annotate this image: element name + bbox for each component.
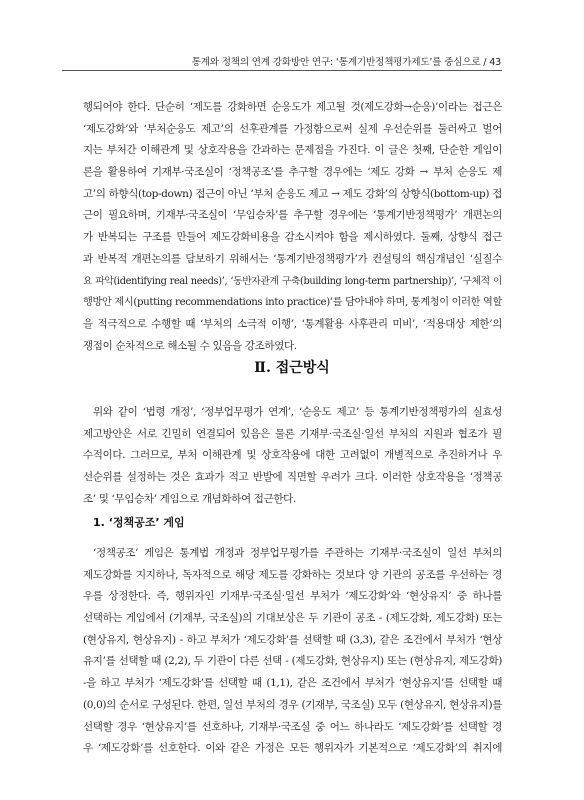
text-line: ‘제도강화’와 ‘부처순응도 제고’의 선후관계를 가정함으로써 실제 우선순위를 둘러싸고 벌어 — [83, 122, 502, 135]
text-line: 론을 활용하여 기재부·국조실이 ‘정책공조’를 추구할 경우에는 ‘제도 강화 → 부처 순응도 제 — [83, 166, 502, 179]
text-line: 제도강화를 지지하나, 독자적으로 해당 제도를 강화하는 것보다 양 기관의 공조를 우선하는 경 — [83, 568, 502, 581]
text-line: 선택할 경우 ‘현상유지’를 선호하나, 기재부·국조실 중 어느 하나라도 ‘제도강화’를 선택할 경 — [83, 720, 502, 733]
text-line: (현상유지, 현상유지) - 하고 부처가 ‘제도강화’를 선택할 때 (3,3), 같은 조건에서 부처가 ‘현상 — [83, 633, 502, 646]
text-line: (0,0)의 순서로 구성된다. 한편, 일선 부처의 경우 (기재부, 국조실) 모두 (현상유지, 현상유지)를 — [83, 698, 502, 711]
text-line: 고’의 하향식(top-down) 접근이 아닌 ‘부처 순응도 제고 → 제도 강화’의 상향식(bottom-up) 접 — [83, 187, 502, 200]
approach-paragraph — [83, 402, 502, 510]
text-line: -을 하고 부처가 ‘제도강화’를 선택할 때 (1,1), 같은 조건에서 부처가 ‘현상유지’를 선택할 때 — [83, 677, 502, 690]
section-heading: Ⅱ. 접근방식 — [254, 360, 330, 376]
text-line: 지는 부처간 이해관계 및 상호작용을 간과하는 문제점을 가진다. 이 글은 첫째, 단순한 게임이 — [83, 144, 502, 157]
text-line: 위와 같이 ‘법령 개정’, ‘정부업무평가 연계’, ‘순응도 제고’ 등 통계기반정책평가의 실효성 — [93, 406, 502, 418]
text-line: 쟁점이 순차적으로 해소될 수 있음을 강조하였다. — [83, 339, 297, 352]
header-rule — [62, 70, 502, 71]
text-line: 선택하는 게임에서 (기재부, 국조실)의 기대보상은 두 기관이 공조 - (제도강화, 제도강화) 또는 — [83, 612, 502, 625]
running-header: 통계와 정책의 연계 강화방안 연구: ‘통계기반정책평가제도’를 중심으로 / 43 — [191, 57, 501, 68]
text-line: 제고방안은 서로 긴밀히 연결되어 있음은 물론 기재부·국조실·일선 부처의 지원과 협조가 필 — [83, 427, 502, 440]
text-line: 유지’를 선택할 때 (2,2), 두 기관이 다른 선택 - (제도강화, 현상유지) 또는 (현상유지, 제도강화) — [83, 655, 502, 668]
text-line: 우 ‘제도강화’를 선호한다. 이와 같은 가정은 모든 행위자가 기본적으로 ‘제도강화’의 취지에 — [83, 742, 502, 755]
text-line: 을 적극적으로 수행할 때 ‘부처의 소극적 이행’, ‘통계활용 사후관리 미비’, ‘적용대상 제한’의 — [83, 317, 502, 330]
text-line: 조’ 및 ‘무임승차’ 게임으로 개념화하여 접근한다. — [83, 492, 296, 505]
text-line: 수적이다. 그러므로, 부처 이해관계 및 상호작용에 대한 고려없이 개별적으로 추진하거나 우 — [83, 449, 502, 462]
subsection-heading: 1. ‘정책공조’ 게임 — [93, 516, 185, 529]
text-line: 과 반복적 개편논의를 담보하기 위해서는 ‘통계기반정책평가’가 컨설팅의 핵심개념인 ‘실질수 — [83, 252, 502, 265]
text-line: ‘정책공조’ 게임은 통계법 개정과 정부업무평가를 주관하는 기재부·국조실이 일선 부처의 — [93, 547, 502, 559]
intro-paragraph — [83, 97, 502, 357]
text-line: 요 파악(identifying real needs)’, ‘동반자관계 구축(building long-term partnership)’, ‘구체적 이 — [83, 275, 502, 287]
text-line: 행되어야 한다. 단순히 ‘제도를 강화하면 순응도가 제고될 것(제도강화→순응)’이라는 접근은 — [83, 101, 502, 113]
text-line: 가 반복되는 구조를 만들어 제도강화비용을 감소시켜야 함을 제시하였다. 둘째, 상향식 접근 — [83, 231, 502, 244]
game-paragraph — [83, 543, 502, 760]
text-line: 행방안 제시(putting recommendations into practice)’를 담아내야 하며, 통계청이 이러한 역할 — [83, 297, 502, 309]
text-line: 선순위를 설정하는 것은 효과가 적고 반발에 직면할 우려가 크다. 이러한 상호작용을 ‘정책공 — [83, 471, 502, 484]
text-line: 근이 필요하며, 기재부·국조실이 ‘무임승차’를 추구할 경우에는 ‘통계기반정책평가’ 개편논의 — [83, 209, 502, 222]
text-line: 우를 상정한다. 즉, 행위자인 기재부·국조실·일선 부처가 ‘제도강화’와 ‘현상유지’ 중 하나를 — [83, 590, 502, 603]
